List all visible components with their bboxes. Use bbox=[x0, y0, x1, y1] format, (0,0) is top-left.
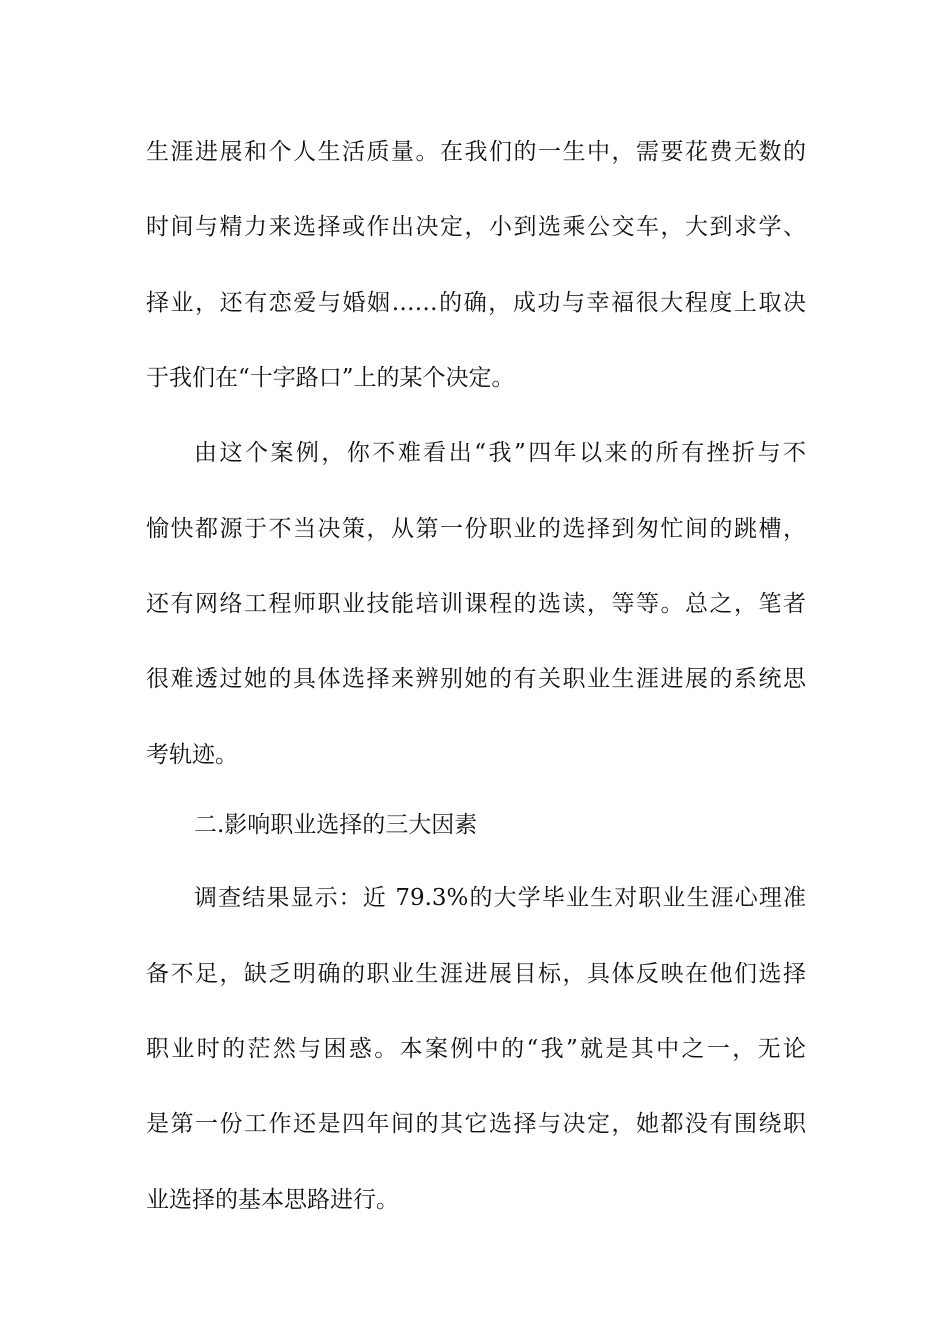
paragraph-1-line-1: 生涯进展和个人生活质量。在我们的一生中，需要花费无数的 bbox=[146, 139, 806, 165]
section-heading: 二.影响职业选择的三大因素 bbox=[194, 812, 478, 838]
paragraph-3-line-2: 备不足，缺乏明确的职业生涯进展目标，具体反映在他们选择 bbox=[146, 961, 806, 987]
paragraph-3-line-3: 职业时的茫然与困惑。本案例中的“我”就是其中之一，无论 bbox=[146, 1036, 806, 1062]
paragraph-2-line-4: 很难透过她的具体选择来辨别她的有关职业生涯进展的系统思 bbox=[146, 666, 806, 692]
paragraph-1-line-3: 择业，还有恋爱与婚姻……的确，成功与幸福很大程度上取决 bbox=[146, 290, 806, 316]
paragraph-2-line-1: 由这个案例，你不难看出“我”四年以来的所有挫折与不 bbox=[194, 440, 806, 466]
paragraph-1-line-2: 时间与精力来选择或作出决定，小到选乘公交车，大到求学、 bbox=[146, 214, 806, 240]
paragraph-1-line-4: 于我们在“十字路口”上的某个决定。 bbox=[146, 365, 515, 391]
paragraph-3-line-5: 业选择的基本思路进行。 bbox=[146, 1187, 399, 1213]
paragraph-2-line-3: 还有网络工程师职业技能培训课程的选读，等等。总之，笔者 bbox=[146, 591, 806, 617]
paragraph-2-line-5: 考轨迹。 bbox=[146, 742, 238, 768]
paragraph-3-line-1: 调查结果显示：近 79.3%的大学毕业生对职业生涯心理准 bbox=[194, 885, 806, 911]
paragraph-3-line-4: 是第一份工作还是四年间的其它选择与决定，她都没有围绕职 bbox=[146, 1111, 806, 1137]
paragraph-2-line-2: 愉快都源于不当决策，从第一份职业的选择到匆忙间的跳槽， bbox=[146, 516, 806, 542]
